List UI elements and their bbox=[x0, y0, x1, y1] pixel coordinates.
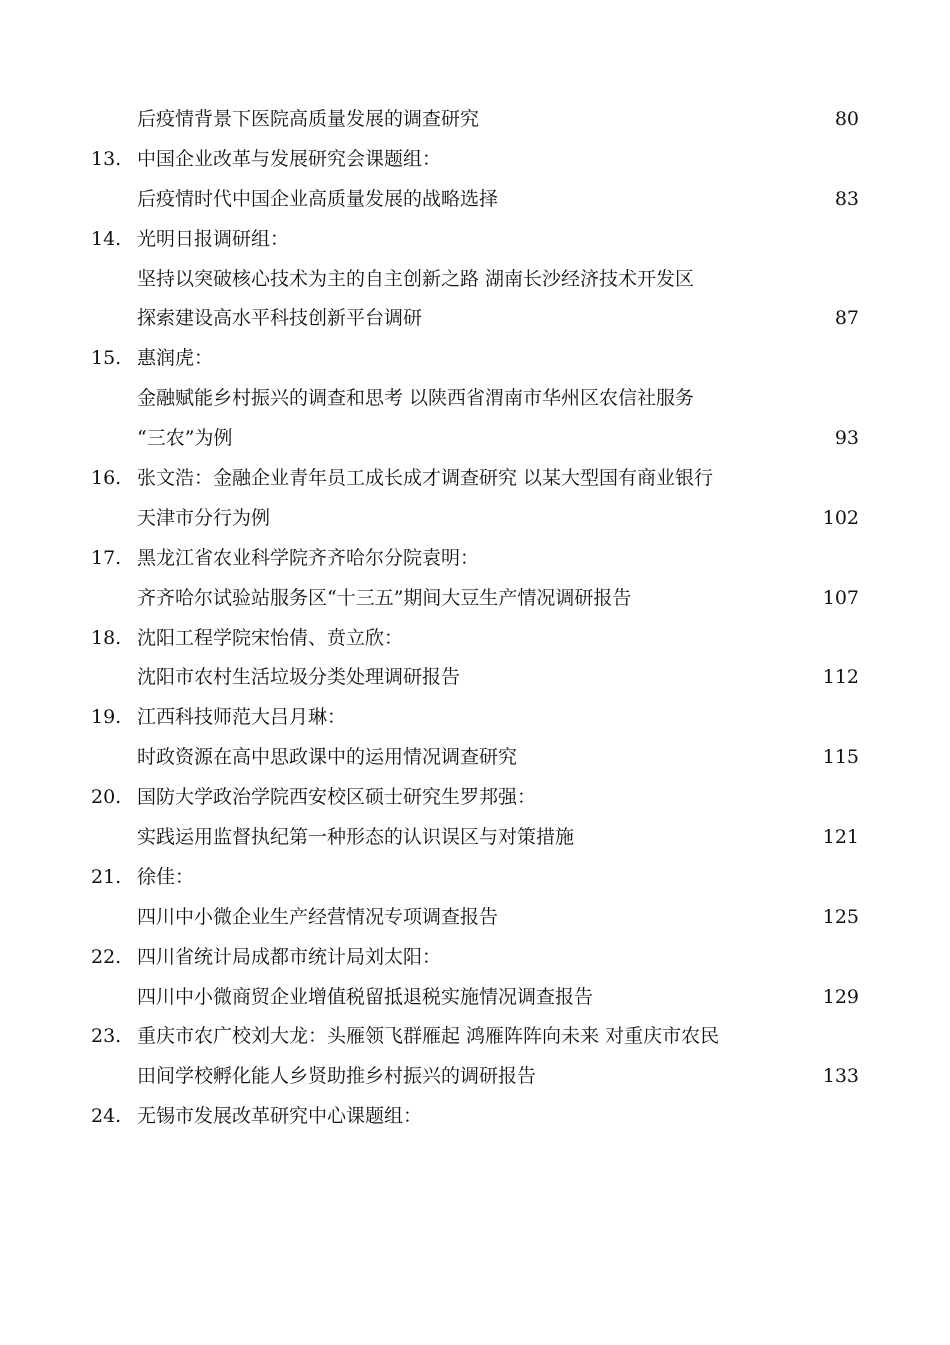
toc-line bbox=[0, 140, 950, 180]
page-number: 121 bbox=[822, 826, 859, 849]
entry-author: 江西科技师范大吕月琳： bbox=[137, 706, 347, 729]
toc-line bbox=[0, 978, 950, 1018]
toc-line bbox=[0, 898, 950, 938]
table-of-contents bbox=[0, 100, 950, 1137]
entry-author: 惠润虎： bbox=[137, 347, 214, 370]
toc-line bbox=[0, 778, 950, 818]
entry-author: 中国企业改革与发展研究会课题组： bbox=[137, 147, 442, 170]
entry-title: 金融赋能乡村振兴的调查和思考 以陕西省渭南市华州区农信社服务 bbox=[137, 387, 695, 410]
page-number: 129 bbox=[822, 985, 859, 1008]
entry-number: 23. bbox=[91, 1025, 122, 1048]
toc-line bbox=[0, 539, 950, 579]
toc-line bbox=[0, 459, 950, 499]
toc-line bbox=[0, 1097, 950, 1137]
entry-author: 沈阳工程学院宋怡倩、贲立欣： bbox=[137, 626, 404, 649]
toc-line bbox=[0, 220, 950, 260]
toc-line bbox=[0, 180, 950, 220]
entry-title: 田间学校孵化能人乡贤助推乡村振兴的调研报告 bbox=[137, 1065, 537, 1088]
entry-title: 实践运用监督执纪第一种形态的认识误区与对策措施 bbox=[137, 826, 575, 849]
entry-number: 21. bbox=[91, 865, 122, 888]
entry-title: 天津市分行为例 bbox=[137, 506, 271, 529]
entry-number: 16. bbox=[91, 467, 122, 490]
entry-title: 后疫情背景下医院高质量发展的调查研究 bbox=[137, 108, 480, 130]
toc-line bbox=[0, 579, 950, 619]
entry-author: 无锡市发展改革研究中心课题组： bbox=[137, 1105, 423, 1128]
page-number: 87 bbox=[834, 307, 859, 330]
toc-line bbox=[0, 100, 950, 140]
entry-number: 17. bbox=[91, 546, 122, 569]
entry-title: 探索建设高水平科技创新平台调研 bbox=[137, 307, 423, 330]
toc-line bbox=[0, 1057, 950, 1097]
entry-title: 沈阳市农村生活垃圾分类处理调研报告 bbox=[137, 666, 461, 689]
page-number: 112 bbox=[822, 666, 859, 689]
page-number: 133 bbox=[822, 1065, 859, 1088]
entry-title: 齐齐哈尔试验站服务区“十三五”期间大豆生产情况调研报告 bbox=[137, 586, 632, 609]
toc-line bbox=[0, 938, 950, 978]
page-number: 115 bbox=[822, 746, 859, 769]
toc-line bbox=[0, 658, 950, 698]
entry-author: 徐佳： bbox=[137, 865, 195, 888]
toc-line bbox=[0, 419, 950, 459]
entry-title: 后疫情时代中国企业高质量发展的战略选择 bbox=[137, 187, 499, 210]
entry-number: 14. bbox=[91, 227, 122, 250]
entry-author: 光明日报调研组： bbox=[137, 227, 290, 250]
page-number: 125 bbox=[822, 905, 859, 928]
entry-number: 22. bbox=[91, 945, 122, 968]
entry-number: 18. bbox=[91, 626, 122, 649]
page-number: 93 bbox=[834, 427, 859, 450]
toc-line bbox=[0, 619, 950, 659]
toc-line bbox=[0, 299, 950, 339]
entry-title: “三农”为例 bbox=[137, 427, 233, 450]
entry-title: 坚持以突破核心技术为主的自主创新之路 湖南长沙经济技术开发区 bbox=[137, 267, 695, 290]
entry-number: 15. bbox=[91, 347, 122, 370]
toc-line bbox=[0, 1017, 950, 1057]
page-number: 83 bbox=[834, 187, 859, 210]
entry-author: 国防大学政治学院西安校区硕士研究生罗邦强： bbox=[137, 786, 537, 809]
toc-line bbox=[0, 379, 950, 419]
toc-line bbox=[0, 738, 950, 778]
toc-line bbox=[0, 698, 950, 738]
entry-author: 四川省统计局成都市统计局刘太阳： bbox=[137, 945, 442, 968]
entry-author: 张文浩：金融企业青年员工成长成才调查研究 以某大型国有商业银行 bbox=[137, 467, 714, 490]
entry-number: 24. bbox=[91, 1105, 122, 1128]
toc-line bbox=[0, 260, 950, 300]
entry-title: 四川中小微商贸企业增值税留抵退税实施情况调查报告 bbox=[137, 985, 594, 1008]
entry-author: 重庆市农广校刘大龙：头雁领飞群雁起 鸿雁阵阵向未来 对重庆市农民 bbox=[137, 1025, 720, 1048]
entry-number: 20. bbox=[91, 786, 122, 809]
toc-line bbox=[0, 499, 950, 539]
entry-title: 时政资源在高中思政课中的运用情况调查研究 bbox=[137, 746, 518, 769]
page-number: 107 bbox=[822, 586, 859, 609]
page-number: 80 bbox=[834, 108, 859, 130]
entry-author: 黑龙江省农业科学院齐齐哈尔分院袁明： bbox=[137, 546, 480, 569]
entry-title: 四川中小微企业生产经营情况专项调查报告 bbox=[137, 905, 499, 928]
entry-number: 19. bbox=[91, 706, 122, 729]
page-number: 102 bbox=[822, 506, 859, 529]
entry-number: 13. bbox=[91, 147, 122, 170]
toc-line bbox=[0, 339, 950, 379]
toc-line bbox=[0, 858, 950, 898]
toc-line bbox=[0, 818, 950, 858]
